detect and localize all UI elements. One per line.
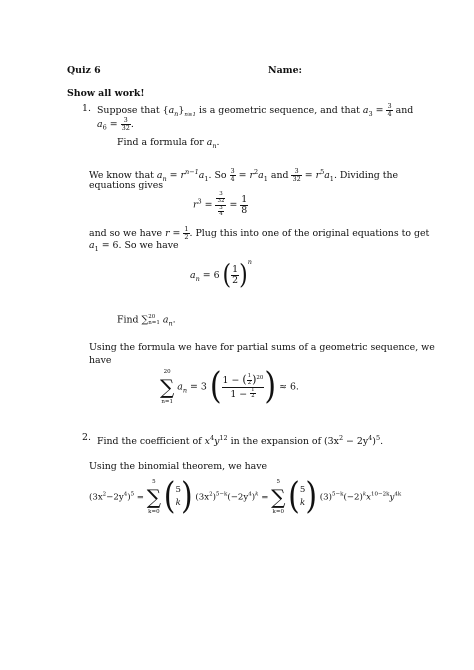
task-find-sum: Find ∑ 20 n=1 $a_n$. [117,314,176,328]
quiz-title: Quiz 6 [67,65,101,76]
problem-1-statement: Suppose that $\{a_n\}_{n\ge 1}$ is a geometric sequence, and that $a_3$ = $\frac{3}{4}$ and [97,102,414,118]
binomial-intro: Using the binomial theorem, we have [89,461,268,472]
name-label: Name: [268,65,302,76]
a3-given: $a_3$ = $\frac{3}{4}$ [362,102,392,118]
work-line-3: and so we have r = $\frac{1}{2}$ . Plug this into one of the original equations to get [89,225,430,241]
equation-binomial: $(3x^2-2y^4)^5$ = 5 ∑ k=0 ( 5 k ) $(3x^2)^{5-k}(-2y^4)^k$ = 5 ∑ k=0 ( 5 k ) $(3)^{5-k}(-2)^kx^{10-2k}y^{4k}$ [89,475,402,518]
problem-2-number: 2. [82,432,91,443]
work-line-2: equations gives [89,180,164,191]
problem-1-number: 1. [82,103,91,114]
problem-2-statement: Find the coefficient of $x^4y^{12}$ in the expansion of $(3x^2 - 2y^4)^5$. [97,434,384,448]
equation-r-cubed: $r^3$ = $\frac{\frac{3}{32}}{\frac{3}{4}}$ = $\frac{1}{8}$ [193,191,248,218]
task-find-formula: Find a formula for $a_n$. [117,137,220,150]
a6-given: $a_6$ = $\frac{3}{32}$ . [97,116,134,132]
equation-partial-sum: 20 ∑ n=1 $a_n = 3$ ( 1 − ( $\frac{1}{2}$ )$^{20}$ 1 − $\frac{1}{2}$ ) ≈ 6. [160,365,299,408]
sequence-notation: $\{a_n\}_{n\ge 1}$ [162,104,196,118]
work-line-5: Using the formula we have for partial sums of a geometric sequence, we [89,342,435,353]
equation-an: $a_n = 6$ ( $\frac{1}{2}$ )$^n$ [190,258,252,291]
work-line-1: We know that $a_n = r^{n-1}a_1$. So $\frac{3}{4}$ = $r^2a_1$ and $\frac{3}{32}$ = $r^5a_1$. Dividing the [89,167,399,184]
instructions: Show all work! [67,88,145,99]
work-line-4: $a_1 = 6$. So we have [89,240,179,253]
work-line-6: have [89,355,112,366]
